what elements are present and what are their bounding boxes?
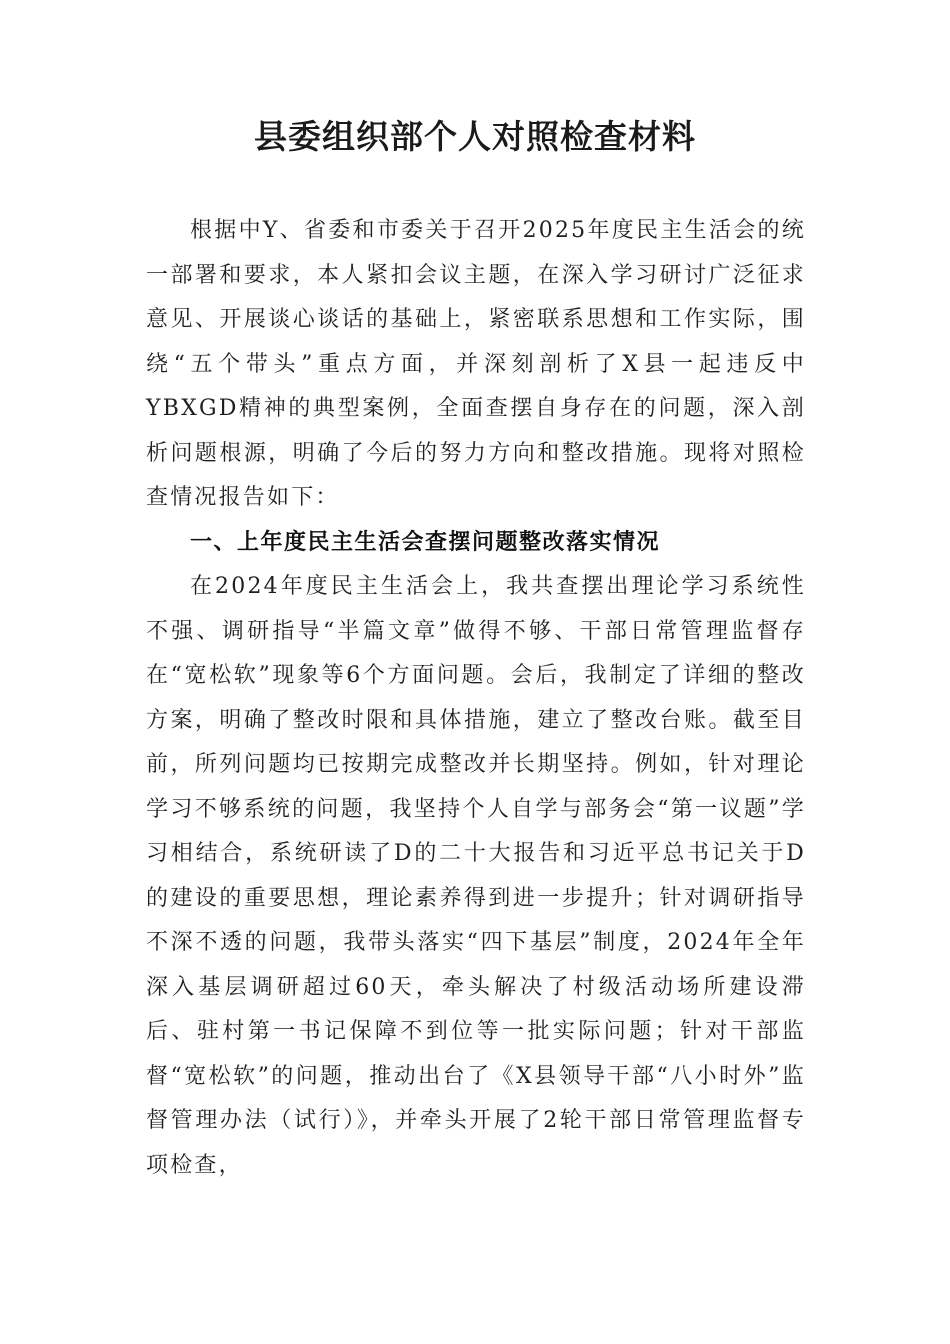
section-1-paragraph: 在2024年度民主生活会上，我共查摆出理论学习系统性不强、调研指导“半篇文章”做得不够、干部日常管理监督存在“宽松软”现象等6个方面问题。会后，我制定了详细的整改方案，明确了整改时限和具体措施，建立了整改台账。截至目前，所列问题均已按期完成整改并长期坚持。例如，针对理论学习不够系统的问题，我坚持个人自学与部务会“第一议题”学习相结合，系统研读了D的二十大报告和习近平总书记关于D的建设的重要思想，理论素养得到进一步提升；针对调研指导不深不透的问题，我带头落实“四下基层”制度，2024年全年深入基层调研超过60天，牵头解决了村级活动场所建设滞后、驻村第一书记保障不到位等一批实际问题；针对干部监督“宽松软”的问题，推动出台了《X县领导干部“八小时外”监督管理办法（试行）》，并牵头开展了2轮干部日常管理监督专项检查， bbox=[146, 574, 806, 1178]
document-body bbox=[146, 209, 806, 1188]
document-title: 县委组织部个人对照检查材料 bbox=[254, 117, 696, 156]
section-heading-1: 一、上年度民主生活会查摆问题整改落实情况 bbox=[190, 529, 661, 555]
intro-paragraph: 根据中Y、省委和市委关于召开2025年度民主生活会的统一部署和要求，本人紧扣会议主题，在深入学习研讨广泛征求意见、开展谈心谈话的基础上，紧密联系思想和工作实际，围绕“五个带头”重点方面，并深刻剖析了X县一起违反中YBXGD精神的典型案例，全面查摆自身存在的问题，深入剖析问题根源，明确了今后的努力方向和整改措施。现将对照检查情况报告如下： bbox=[146, 218, 806, 510]
